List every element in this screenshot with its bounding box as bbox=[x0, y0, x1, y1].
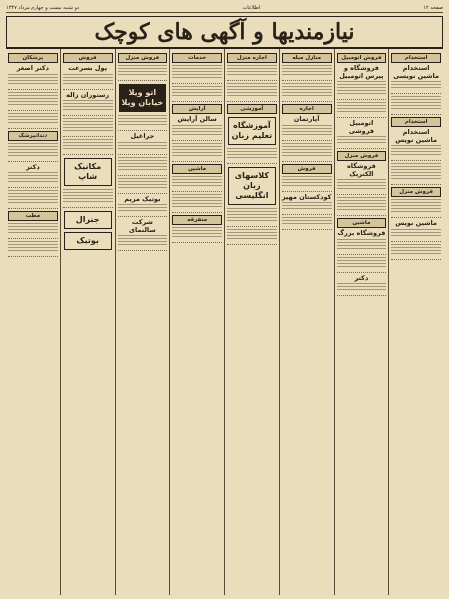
classified-ad bbox=[8, 113, 58, 129]
classified-ad bbox=[172, 194, 222, 213]
classified-ad bbox=[63, 118, 113, 137]
ad-text-lines bbox=[282, 125, 332, 137]
ad-text-lines bbox=[391, 229, 441, 238]
section-heading: متفرقه bbox=[172, 215, 222, 225]
classified-ad bbox=[227, 229, 277, 245]
classifieds-banner bbox=[6, 16, 443, 48]
ad-text-lines bbox=[282, 83, 332, 98]
ad-text-lines bbox=[172, 125, 222, 137]
ad-text-lines bbox=[118, 142, 168, 151]
classified-ad bbox=[227, 83, 277, 102]
ad-title: شرکت سالنمای bbox=[129, 218, 156, 234]
classified-ad bbox=[337, 230, 387, 255]
section-heading: دندانپزشک bbox=[8, 131, 58, 141]
ad-text-lines bbox=[172, 176, 222, 188]
ad-text-lines bbox=[8, 143, 58, 158]
classified-ad bbox=[391, 199, 441, 218]
classified-ad bbox=[63, 65, 113, 90]
section-heading: فروش bbox=[282, 164, 332, 174]
classified-ad bbox=[227, 65, 277, 81]
classified-ad bbox=[391, 163, 441, 185]
classified-ad bbox=[337, 163, 387, 195]
ad-text-lines bbox=[8, 190, 58, 205]
section-heading: ماشین bbox=[172, 164, 222, 174]
classified-ad bbox=[282, 116, 332, 141]
ad-text-lines bbox=[227, 208, 277, 223]
ad-text-lines bbox=[118, 65, 168, 77]
section-heading: استخدام bbox=[391, 53, 441, 63]
page-label: صفحه ۱۲ bbox=[423, 5, 443, 11]
ad-text-lines bbox=[391, 96, 441, 111]
classified-ad bbox=[337, 275, 387, 297]
ad-text-lines bbox=[8, 74, 58, 86]
ad-text-lines bbox=[337, 102, 387, 114]
section-heading: اجاره bbox=[282, 104, 332, 114]
classified-ad bbox=[282, 194, 332, 216]
classified-ad bbox=[63, 139, 113, 155]
ad-title: فروشگاه الکتریک bbox=[346, 162, 376, 178]
classified-ad bbox=[118, 157, 168, 176]
ad-text-lines bbox=[8, 113, 58, 125]
classified-ad bbox=[8, 65, 58, 90]
paper-name: اطلاعات bbox=[242, 5, 261, 11]
ad-title: پول بسرعت bbox=[68, 64, 108, 72]
ad-text-lines bbox=[63, 139, 113, 151]
classified-ad bbox=[118, 196, 168, 218]
classified-ad bbox=[391, 244, 441, 260]
classified-ad bbox=[118, 133, 168, 155]
classified-ad bbox=[391, 65, 441, 94]
ad-title: رستوران زاله bbox=[66, 90, 110, 99]
section-heading: استخدام bbox=[391, 117, 441, 127]
classified-ad bbox=[63, 92, 113, 117]
classified-ad bbox=[282, 217, 332, 230]
ad-text-lines bbox=[172, 143, 222, 158]
date-line: دو شنبه بیست و چهارم مرداد ۱۳۴۷ bbox=[6, 5, 80, 11]
classified-ad bbox=[172, 143, 222, 162]
classified-ad bbox=[391, 96, 441, 115]
classified-ad bbox=[282, 143, 332, 162]
ad-title: اتومبیل فروشی bbox=[348, 119, 375, 135]
classified-ad bbox=[172, 65, 222, 84]
ad-title: سالن آرایش bbox=[177, 115, 217, 123]
classified-ad bbox=[8, 92, 58, 111]
ad-title: کودکستان مهیز bbox=[281, 192, 332, 201]
classified-ad bbox=[282, 83, 332, 102]
classified-ad bbox=[391, 129, 441, 161]
section-heading: اجاره منزل bbox=[227, 53, 277, 63]
section-heading: مطب bbox=[8, 211, 58, 221]
ad-text-lines bbox=[337, 283, 387, 292]
classified-ad bbox=[118, 178, 168, 194]
ad-title: آپارتمان bbox=[293, 115, 320, 123]
classified-ad bbox=[337, 120, 387, 149]
ad-title: فروشگاه بزرگ bbox=[337, 229, 386, 237]
ad-text-lines bbox=[172, 86, 222, 98]
ad-text-lines bbox=[118, 235, 168, 247]
display-ad: اتو ویلا خیابان ویلا bbox=[119, 84, 167, 112]
ad-text-lines bbox=[282, 202, 332, 211]
section-heading: آموزشی bbox=[227, 104, 277, 114]
ad-title: دکتر اصغر bbox=[16, 64, 50, 72]
ad-column bbox=[6, 49, 60, 595]
classified-ad bbox=[337, 102, 387, 118]
ad-text-lines bbox=[391, 244, 441, 256]
ad-title: دکتر bbox=[354, 273, 369, 282]
section-heading: خدمات bbox=[172, 53, 222, 63]
ad-text-lines bbox=[227, 65, 277, 77]
classified-ad bbox=[172, 116, 222, 141]
ad-text-lines bbox=[227, 83, 277, 98]
ad-text-lines bbox=[172, 227, 222, 239]
banner-title: نیازمندیها و آگهی های کوچک bbox=[94, 19, 355, 45]
classified-ad bbox=[8, 164, 58, 189]
ad-text-lines bbox=[8, 172, 58, 184]
classified-ad bbox=[337, 65, 387, 100]
section-heading: فروش منزل bbox=[391, 187, 441, 197]
ad-text-lines bbox=[172, 194, 222, 209]
ad-text-lines bbox=[391, 199, 441, 214]
ad-text-lines bbox=[282, 143, 332, 158]
ad-column bbox=[169, 49, 224, 595]
ad-title: استخدام ماشین نویسی bbox=[393, 64, 440, 80]
section-heading: پزشکان bbox=[8, 53, 58, 63]
classified-ad bbox=[227, 208, 277, 227]
display-ad: کلاسهای زبان انگلیسی bbox=[228, 167, 276, 205]
ad-text-lines bbox=[8, 92, 58, 107]
section-heading: فروش منزل bbox=[337, 151, 387, 161]
classified-ad bbox=[227, 148, 277, 164]
classified-ad bbox=[8, 190, 58, 209]
ad-column bbox=[60, 49, 115, 595]
ad-text-lines bbox=[337, 239, 387, 251]
display-ad: آموزشگاه تعلیم زبان bbox=[228, 117, 276, 145]
ad-column bbox=[115, 49, 170, 595]
classified-ad bbox=[391, 220, 441, 242]
classified-ad bbox=[172, 86, 222, 102]
ad-text-lines bbox=[282, 217, 332, 226]
section-heading: فروش اتومبیل bbox=[337, 53, 387, 63]
section-heading: فروش منزل bbox=[118, 53, 168, 63]
display-ad: جنرال bbox=[64, 211, 112, 229]
classified-ad bbox=[63, 189, 113, 208]
ad-column bbox=[224, 49, 279, 595]
ad-column bbox=[388, 49, 443, 595]
ad-text-lines bbox=[282, 65, 332, 77]
section-heading: آرایش bbox=[172, 104, 222, 114]
ad-title: فروشگاه و پیرس اتومبیل bbox=[339, 64, 384, 80]
ad-text-lines bbox=[118, 178, 168, 190]
ad-text-lines bbox=[118, 157, 168, 172]
ad-text-lines bbox=[337, 179, 387, 191]
classified-ad bbox=[282, 65, 332, 81]
ad-text-lines bbox=[8, 241, 58, 253]
ad-text-lines bbox=[391, 145, 441, 157]
ad-text-lines bbox=[172, 65, 222, 80]
ad-text-lines bbox=[337, 257, 387, 269]
ad-title: استخدام ماشین نویس bbox=[395, 128, 438, 144]
ad-text-lines bbox=[391, 163, 441, 181]
classified-ad bbox=[337, 197, 387, 216]
section-heading: ماشین bbox=[337, 218, 387, 228]
ad-text-lines bbox=[282, 176, 332, 188]
section-heading: منازل مبله bbox=[282, 53, 332, 63]
classified-ad bbox=[118, 115, 168, 131]
ad-text-lines bbox=[337, 81, 387, 96]
ad-text-lines bbox=[8, 223, 58, 235]
classified-ad bbox=[8, 241, 58, 257]
classified-ad bbox=[282, 176, 332, 192]
classified-ad bbox=[118, 65, 168, 81]
ad-text-lines bbox=[63, 100, 113, 112]
ad-text-lines bbox=[337, 136, 387, 145]
classified-ad bbox=[172, 176, 222, 192]
ad-title: جراغیل bbox=[130, 132, 155, 140]
ad-text-lines bbox=[63, 74, 113, 86]
ad-text-lines bbox=[118, 115, 168, 127]
section-heading: فروش bbox=[63, 53, 113, 63]
classified-ad bbox=[118, 219, 168, 251]
ad-text-lines bbox=[337, 197, 387, 212]
ad-text-lines bbox=[391, 81, 441, 90]
ad-text-lines bbox=[63, 189, 113, 204]
ad-column bbox=[279, 49, 334, 595]
ad-text-lines bbox=[227, 148, 277, 160]
classified-ad bbox=[8, 223, 58, 239]
ad-columns bbox=[6, 48, 443, 595]
classified-ad bbox=[172, 227, 222, 243]
ad-title: بوتیک مریم bbox=[124, 194, 161, 203]
classified-ad bbox=[8, 143, 58, 162]
display-ad: بوتیک bbox=[64, 232, 112, 250]
ad-title: دکتر bbox=[25, 162, 40, 171]
ad-text-lines bbox=[63, 118, 113, 133]
display-ad: مکانیک شاپ bbox=[64, 158, 112, 186]
ad-title: ماشین نویس bbox=[395, 219, 438, 227]
ad-column bbox=[334, 49, 389, 595]
ad-text-lines bbox=[118, 204, 168, 213]
ad-text-lines bbox=[227, 229, 277, 241]
top-line bbox=[6, 4, 443, 13]
classified-ad bbox=[337, 257, 387, 273]
